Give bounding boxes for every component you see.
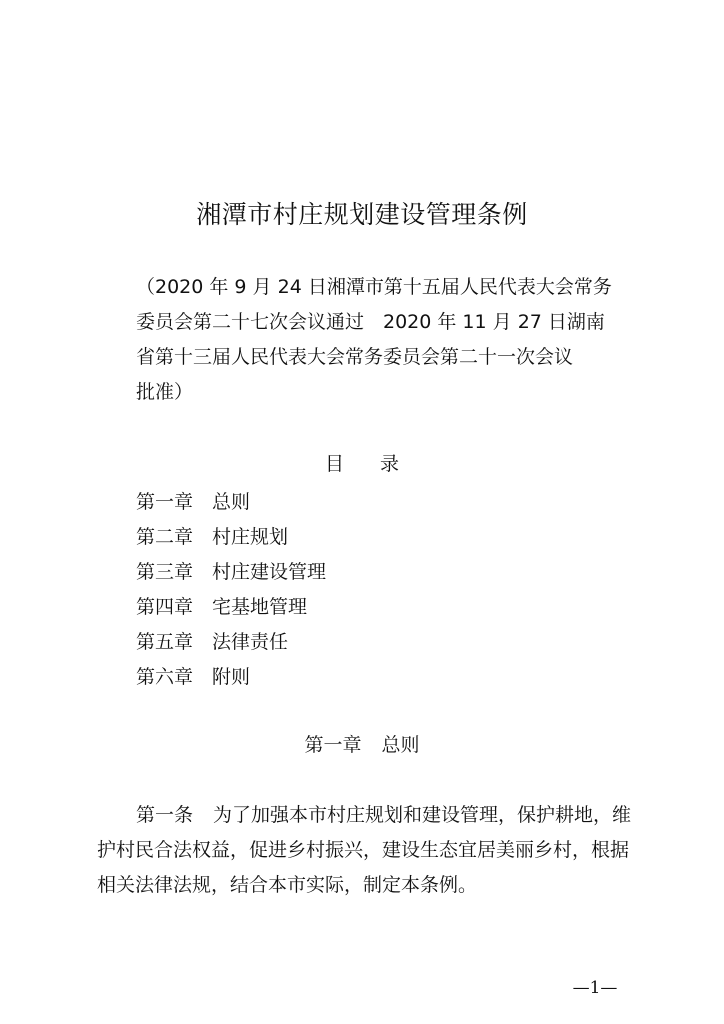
toc-chapter-name: 村庄建设管理 [212,561,327,583]
article-line: 相关法律法规，结合本市实际，制定本条例。 [97,874,478,896]
toc-item [136,623,536,658]
toc-chapter-number: 第六章 [136,666,194,688]
toc-item [136,588,536,623]
approval-note [136,270,616,410]
article-line [97,798,637,833]
toc-chapter-number: 第二章 [136,526,194,548]
article-text: 为了加强本市村庄规划和建设管理，保护耕地，维 [213,804,632,826]
toc-item [136,553,536,588]
toc-chapter-name: 法律责任 [212,631,289,653]
table-of-contents [136,483,536,693]
approval-line: 省第十三届人民代表大会常务委员会第二十一次会议 [136,346,574,368]
article-label: 第一条 [136,804,194,826]
toc-heading-right: 录 [380,453,400,475]
toc-item [136,518,536,553]
toc-chapter-name: 村庄规划 [212,526,289,548]
approval-line: 委员会第二十七次会议通过 2020 年 11 月 27 日湖南 [136,311,605,333]
toc-chapter-number: 第五章 [136,631,194,653]
page-number: —1— [572,978,618,998]
toc-chapter-name: 宅基地管理 [212,596,308,618]
toc-chapter-name: 总则 [212,491,251,513]
chapter-name: 总则 [381,734,420,756]
toc-chapter-number: 第四章 [136,596,194,618]
toc-chapter-number: 第一章 [136,491,194,513]
toc-heading-left: 目 [324,453,344,475]
approval-line: 批准） [136,381,194,403]
toc-item [136,658,536,693]
toc-chapter-number: 第三章 [136,561,194,583]
chapter-number: 第一章 [304,734,362,756]
toc-item [136,483,536,518]
chapter-heading [0,731,724,759]
toc-heading [0,450,724,478]
approval-line: （2020 年 9 月 24 日湘潭市第十五届人民代表大会常务 [136,276,612,298]
toc-chapter-name: 附则 [212,666,251,688]
document-title: 湘潭市村庄规划建设管理条例 [196,200,528,229]
article-1 [97,798,637,903]
article-line: 护村民合法权益，促进乡村振兴，建设生态宜居美丽乡村，根据 [97,839,630,861]
